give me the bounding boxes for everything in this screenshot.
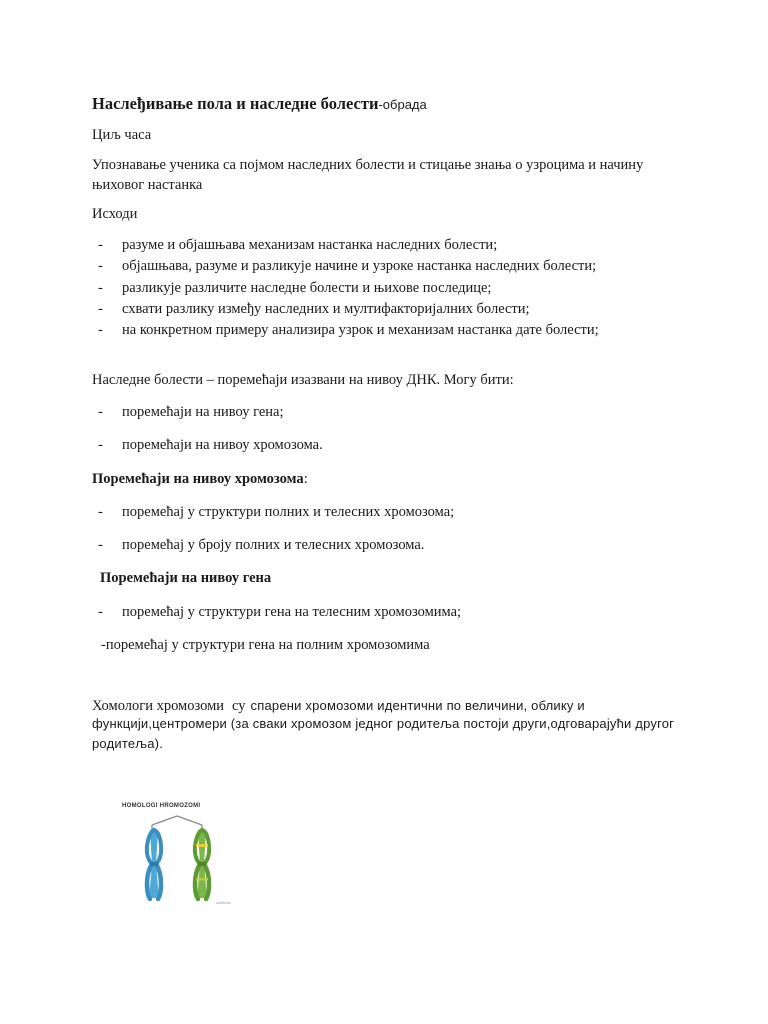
title-main: Наслеђивање пола и наследне болести <box>92 94 379 113</box>
gene-level-heading: Поремећаји на нивоу гена <box>100 570 272 586</box>
list-item-text: разуме и објашњава механизам настанка наследних болести; <box>122 237 498 253</box>
list-item <box>98 278 599 299</box>
dash-marker: - <box>98 504 103 520</box>
chromosome-level-item-text: поремећај у броју полних и телесних хромозома. <box>122 537 425 553</box>
type-item-text: поремећаји на нивоу гена; <box>122 404 284 420</box>
list-item <box>98 256 599 277</box>
list-item-text: на конкретном примеру анализира узрок и механизам настанка дате болести; <box>122 322 599 339</box>
definition-text: Наследне болести – поремећаји изазвани на нивоу ДНК. Могу бити: <box>92 372 514 388</box>
list-item <box>98 235 599 256</box>
title-suffix: -обрада <box>378 97 427 112</box>
homologs-line-3: родитеља). <box>92 736 164 751</box>
homologous-chromosomes-figure <box>92 792 240 910</box>
gene-level-item <box>98 604 461 621</box>
outcomes-heading: Исходи <box>92 206 138 222</box>
outcomes-list <box>98 235 599 341</box>
dash-marker: - <box>98 237 103 253</box>
homologs-line-2: функцији,центромери (за сваки хромозом једног родитеља постоји други,одговарајући другог <box>92 716 675 731</box>
type-item <box>98 404 283 421</box>
list-item-text: објашњава, разуме и разликује начине и узроке настанка наследних болести; <box>122 258 597 275</box>
dash-marker: - <box>98 300 103 317</box>
dash-marker: - <box>98 279 103 296</box>
dash-marker: - <box>98 322 103 339</box>
homologs-line-1-rest: спарени хромозоми идентични по величини, облику и <box>250 698 585 713</box>
figure-credit: wikiHow <box>216 900 231 905</box>
gene-level-item-text: поремећај у структури гена на телесним хромозомима; <box>122 604 462 620</box>
green-chromosome-icon <box>195 830 209 899</box>
chromosome-level-item-text: поремећај у структури полних и телесних хромозома; <box>122 504 455 520</box>
list-item-text: разликује различите наследне болести и њихове последице; <box>122 279 492 296</box>
type-item-text: поремећаји на нивоу хромозома. <box>122 437 323 453</box>
dash-marker: - <box>98 437 103 453</box>
homologs-verb: су <box>232 698 246 714</box>
chromosome-level-heading <box>92 471 308 488</box>
page-title <box>92 94 427 114</box>
goal-text-line-1: Упознавање ученика са појмом наследних болести и стицање знања о узроцима и начину <box>92 157 644 173</box>
dash-marker: - <box>98 604 103 620</box>
dash-marker: - <box>98 404 103 420</box>
goal-text-line-2: њиховог настанка <box>92 177 203 193</box>
goal-heading: Циљ часа <box>92 127 152 143</box>
blue-chromosome-icon <box>147 830 161 899</box>
dash-marker: - <box>98 537 103 553</box>
gene-level-item-2: -поремећај у структури гена на полним хромозомима <box>101 637 430 653</box>
homologs-line-1 <box>92 697 585 715</box>
figure-label: HOMOLOGI HROMOZOMI <box>122 803 201 809</box>
dash-marker: - <box>98 258 103 275</box>
chromosome-level-heading-text: Поремећаји на нивоу хромозома <box>92 471 304 487</box>
chromosome-level-item <box>98 504 454 521</box>
chromosomes-illustration <box>92 792 240 910</box>
chromosome-level-item <box>98 537 424 554</box>
type-item <box>98 437 323 454</box>
list-item <box>98 320 599 341</box>
heading-colon: : <box>303 471 308 487</box>
list-item-text: схвати разлику између наследних и мултифакторијалних болести; <box>122 300 530 317</box>
homologs-term: Хомологи хромозоми <box>92 698 225 714</box>
list-item <box>98 299 599 320</box>
bracket-icon <box>152 816 202 832</box>
